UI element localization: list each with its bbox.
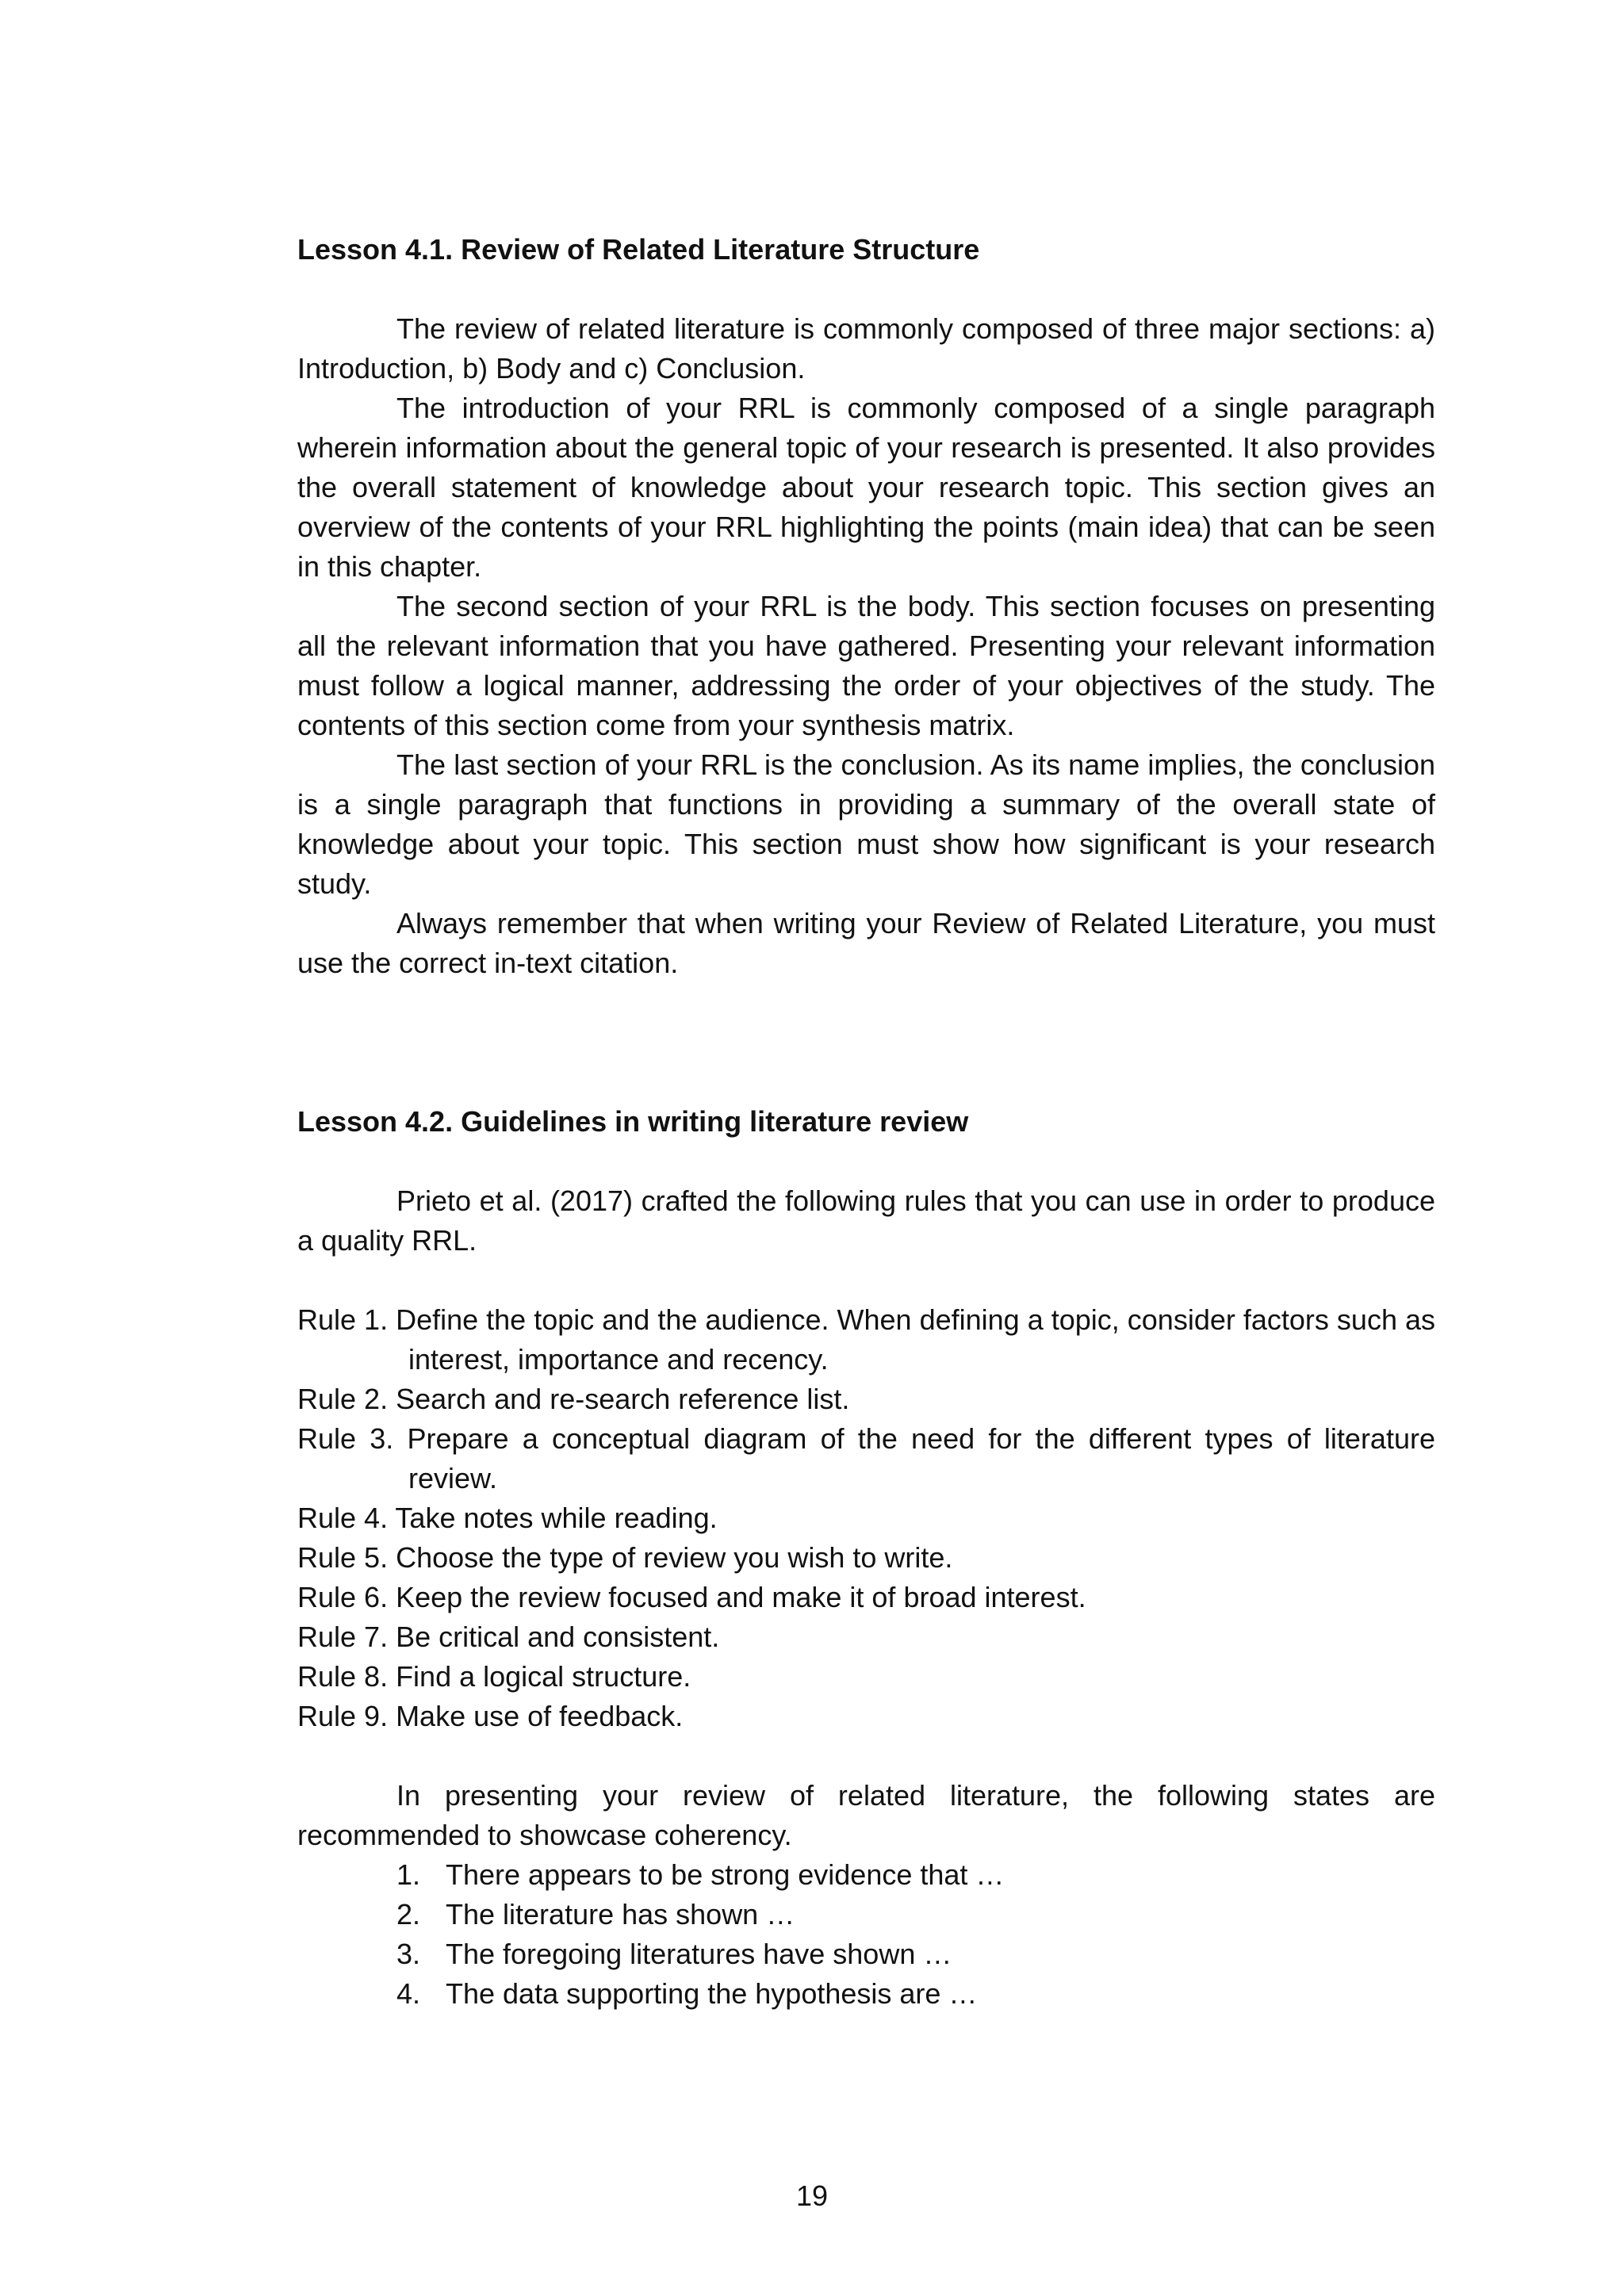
page-number: 19 bbox=[795, 2179, 829, 2212]
coherency-intro: In presenting your review of related literature, the following states are recommended to showcase coherency. bbox=[297, 1779, 1435, 1851]
list-text: The literature has shown … bbox=[446, 1898, 795, 1931]
rule-item: Rule 1. Define the topic and the audience. When defining a topic, consider factors such as interest, importance and recency. bbox=[297, 1303, 1435, 1376]
list-item bbox=[297, 1934, 1435, 1974]
list-number: 2. bbox=[396, 1898, 421, 1931]
list-item bbox=[297, 1855, 1435, 1895]
coherency-statements-list bbox=[297, 1855, 1435, 2014]
list-number: 3. bbox=[396, 1938, 421, 1970]
page-content bbox=[297, 230, 1435, 2014]
rule-item: Rule 8. Find a logical structure. bbox=[297, 1660, 691, 1693]
lesson-4-2-heading: Lesson 4.2. Guidelines in writing literature review bbox=[297, 1105, 969, 1138]
rule-item: Rule 6. Keep the review focused and make it of broad interest. bbox=[297, 1581, 1086, 1613]
lesson-4-1-paragraph: The review of related literature is commonly composed of three major sections: a) Introduction, b) Body and c) Conclusion. bbox=[297, 312, 1435, 385]
lesson-4-1-heading: Lesson 4.1. Review of Related Literature Structure bbox=[297, 233, 980, 266]
lesson-4-2-intro: Prieto et al. (2017) crafted the following rules that you can use in order to produce a quality RRL. bbox=[297, 1184, 1435, 1257]
lesson-4-1-paragraph: The last section of your RRL is the conclusion. As its name implies, the conclusion is a single paragraph that functions in providing a summary of the overall state of knowledge about your topic. This section must show how significant is your research study. bbox=[297, 748, 1435, 900]
rule-item: Rule 9. Make use of feedback. bbox=[297, 1700, 684, 1732]
list-text: The data supporting the hypothesis are … bbox=[446, 1977, 978, 2010]
list-text: There appears to be strong evidence that … bbox=[446, 1858, 1005, 1891]
lesson-4-1-paragraph: The second section of your RRL is the body. This section focuses on presenting all the relevant information that you have gathered. Presenting your relevant information must follow a logical manner, addressing the order of your objectives of the study. The contents of this section come from your synthesis matrix. bbox=[297, 590, 1435, 741]
rule-item: Rule 2. Search and re-search reference list. bbox=[297, 1383, 850, 1415]
list-text: The foregoing literatures have shown … bbox=[446, 1938, 952, 1970]
list-number: 1. bbox=[396, 1858, 421, 1891]
rules-list bbox=[297, 1300, 1435, 1736]
lesson-4-1-paragraph: The introduction of your RRL is commonly composed of a single paragraph wherein information about the general topic of your research is presented. It also provides the overall statement of knowledge about your research topic. This section gives an overview of the contents of your RRL highlighting the points (main idea) that can be seen in this chapter. bbox=[297, 392, 1435, 583]
rule-item: Rule 3. Prepare a conceptual diagram of the need for the different types of literature review. bbox=[297, 1422, 1435, 1494]
list-number: 4. bbox=[396, 1977, 421, 2010]
rule-item: Rule 4. Take notes while reading. bbox=[297, 1502, 718, 1534]
list-item bbox=[297, 1895, 1435, 1934]
list-item bbox=[297, 1974, 1435, 2014]
rule-item: Rule 7. Be critical and consistent. bbox=[297, 1621, 720, 1653]
lesson-4-1-paragraph: Always remember that when writing your Review of Related Literature, you must use the correct in-text citation. bbox=[297, 907, 1435, 979]
rule-item: Rule 5. Choose the type of review you wish to write. bbox=[297, 1541, 953, 1574]
